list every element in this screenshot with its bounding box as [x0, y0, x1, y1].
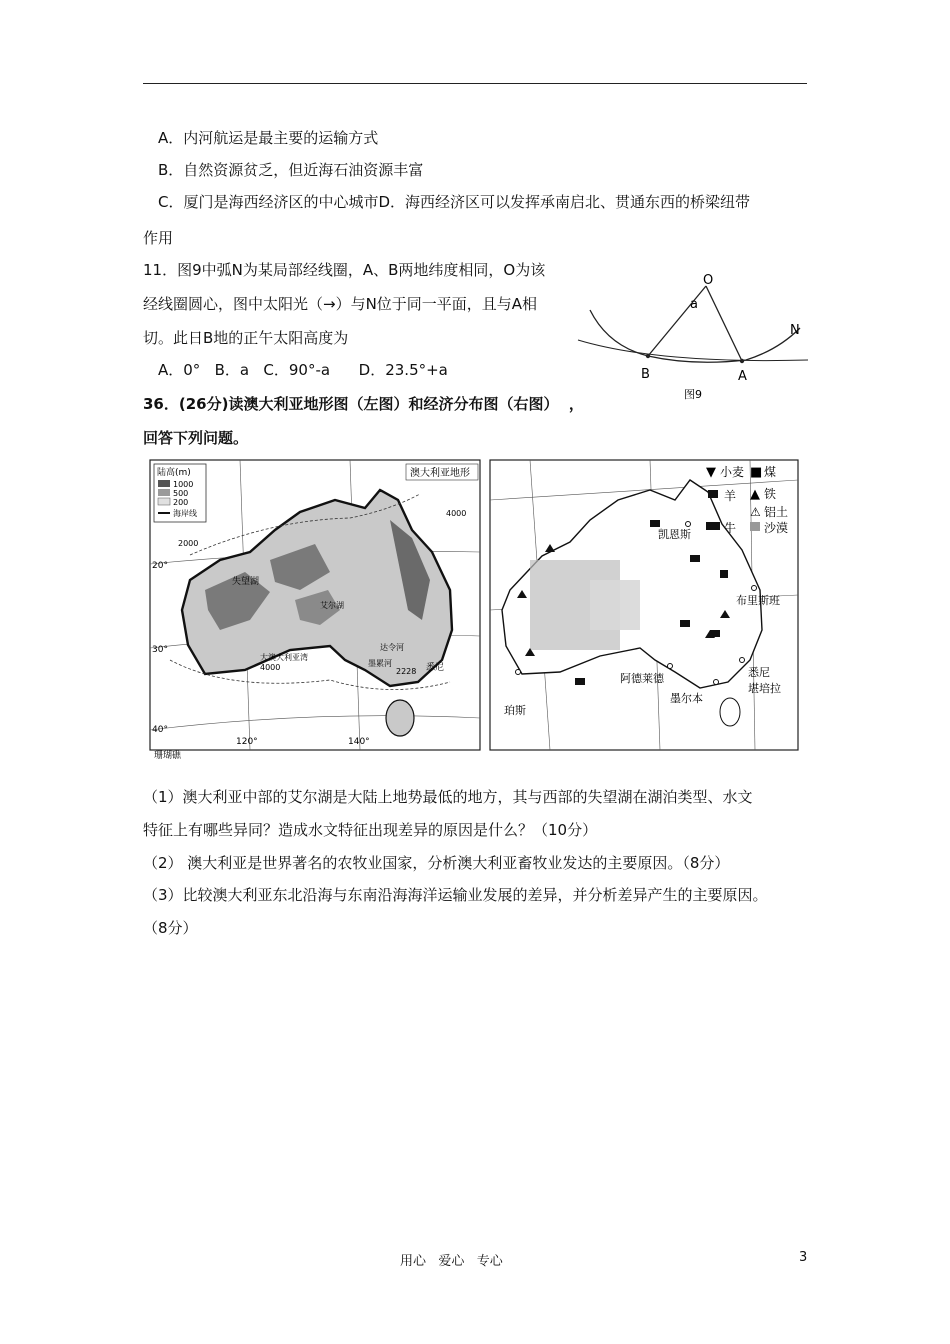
coral-reef-label: 珊瑚礁 — [154, 751, 182, 761]
legend-coastline: 海岸线 — [173, 509, 197, 518]
q11-line3: 切。此日B地的正午太阳高度为 — [143, 329, 349, 347]
option-c: C．厦门是海西经济区的中心城市D．海西经济区可以发挥承南启北、贯通东西的桥梁纽带 — [158, 193, 751, 211]
city-canberra: 堪培拉 — [748, 682, 781, 695]
sheep-icon — [708, 490, 718, 498]
meridian-arc-n — [590, 310, 800, 362]
legend-cattle: 牛 — [724, 521, 737, 535]
legend-bauxite-symbol: ⚠ — [750, 505, 761, 519]
sunlight-line — [578, 340, 808, 361]
place-sydney: 悉尼 — [426, 663, 445, 673]
point-a — [740, 359, 744, 363]
q36-sub1-line1: （1）澳大利亚中部的艾尔湖是大陆上地势最低的地方，其与西部的失望湖在湖泊类型、水文 — [143, 788, 753, 806]
legend-200: 200 — [173, 498, 189, 507]
q36-sub3-line1: （3）比较澳大利亚东北沿海与东南沿海海洋运输业发展的差异，并分析差异产生的主要原因。 — [143, 886, 768, 904]
q36-sub3-line2: （8分） — [143, 919, 198, 937]
option-a: A．内河航运是最主要的运输方式 — [158, 129, 379, 147]
legend-desert: 沙漠 — [764, 521, 789, 535]
q36-line2: 回答下列问题。 — [143, 429, 249, 447]
q36-sub1-line2: 特征上有哪些异同？造成水文特征出现差异的原因是什么？（10分） — [143, 821, 598, 839]
point-b — [646, 354, 650, 358]
lon-140: 140° — [348, 737, 370, 747]
australia-maps — [150, 460, 800, 761]
label-a: A — [738, 369, 747, 384]
lat-20: 20° — [152, 561, 168, 571]
q11-options: A．0° B．a C．90°-a D．23.5°+a — [158, 361, 448, 379]
legend-sheep: 羊 — [724, 489, 737, 503]
city-melbourne: 墨尔本 — [670, 692, 703, 705]
place-lake-eyre: 艾尔湖 — [320, 601, 344, 610]
city-perth: 珀斯 — [504, 704, 526, 717]
legend-coal-symbol: ■ — [750, 465, 763, 480]
tasmania — [386, 700, 414, 736]
place-murray-river: 墨累河 — [368, 659, 392, 668]
header-rule — [143, 83, 807, 84]
label-b: B — [641, 367, 650, 382]
city-sydney: 悉尼 — [748, 666, 770, 679]
q11-line1: 11．图9中弧N为某局部经线圈，A、B两地纬度相同，O为该 — [143, 261, 546, 279]
terrain-map — [150, 460, 480, 761]
q36-sub2: （2） 澳大利亚是世界著名的农牧业国家，分析澳大利亚畜牧业发达的主要原因。（8分） — [143, 854, 730, 872]
option-c-continued: 作用 — [143, 229, 174, 247]
legend-500: 500 — [173, 489, 189, 498]
legend-1000: 1000 — [173, 480, 194, 489]
city-cairns: 凯恩斯 — [658, 528, 691, 541]
lat-40: 40° — [152, 725, 168, 735]
radius-oa — [706, 286, 742, 361]
peak-height: 2228 — [396, 667, 417, 676]
place-darling-river: 达令河 — [380, 643, 404, 652]
place-great-australian-bight: 大澳大利亚湾 — [260, 653, 308, 662]
legend-iron-symbol: ▲ — [750, 487, 760, 502]
lon-120: 120° — [236, 737, 258, 747]
depth-2000: 2000 — [178, 539, 199, 548]
economy-map — [490, 460, 798, 750]
label-angle-a: a — [690, 297, 698, 312]
city-brisbane: 布里斯班 — [736, 594, 780, 607]
lat-30: 30° — [152, 645, 168, 655]
legend-bauxite: 铝土 — [764, 505, 789, 519]
figure-9-caption: 图9 — [684, 388, 702, 401]
option-b: B．自然资源贫乏，但近海石油资源丰富 — [158, 161, 424, 179]
depth-4000-east: 4000 — [446, 509, 467, 518]
page-number: 3 — [799, 1250, 808, 1265]
legend-coal: 煤 — [764, 465, 777, 479]
legend-title: 陆高(m) — [157, 468, 191, 478]
tasmania-economy — [720, 698, 740, 726]
depth-4000-south: 4000 — [260, 663, 281, 672]
label-n: N — [790, 323, 800, 338]
q11-line2: 经线圈圆心，图中太阳光（→）与N位于同一平面，且与A相 — [143, 295, 538, 313]
label-o: O — [703, 273, 714, 288]
desert-icon — [750, 522, 760, 531]
cattle-icon — [706, 522, 720, 530]
city-adelaide: 阿德莱德 — [620, 672, 664, 685]
legend-iron: 铁 — [764, 487, 777, 501]
place-lake-disappointment: 失望湖 — [232, 577, 260, 587]
figure-9 — [578, 268, 808, 404]
legend-wheat-symbol: ▼ — [706, 465, 716, 480]
terrain-map-title: 澳大利亚地形 — [410, 468, 470, 479]
q36-line1: 36．(26分)读澳大利亚地形图（左图）和经济分布图（右图） ， — [143, 395, 584, 413]
footer-text: 用心 爱心 专心 — [400, 1254, 503, 1269]
legend-wheat: 小麦 — [720, 465, 745, 479]
